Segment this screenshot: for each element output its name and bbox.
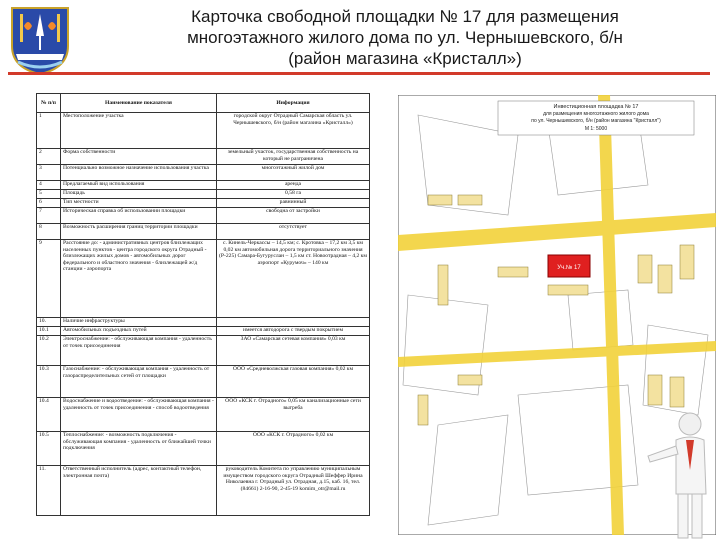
header-information: Информация <box>217 94 370 113</box>
row-name: Автомобильных подъездных путей <box>61 327 217 336</box>
presenter-figure-icon <box>640 410 716 540</box>
row-info: ООО «Средневолжская газовая компания» 0,02 км <box>217 366 370 398</box>
row-info <box>217 318 370 327</box>
row-number: 7 <box>37 208 61 224</box>
row-name: Ответственный исполнитель (адрес, контактный телефон, электронная почта) <box>61 466 217 516</box>
row-number: 10.4 <box>37 398 61 432</box>
row-number: 11. <box>37 466 61 516</box>
row-number: 9 <box>37 240 61 318</box>
row-number: 10.2 <box>37 336 61 366</box>
row-name: Теплоснабжение: - возможность подключения - обслуживающая компания - удаленность от ближайшей точки подключения <box>61 432 217 466</box>
row-info: отсутствует <box>217 224 370 240</box>
table-row <box>37 224 370 240</box>
table-header-row <box>37 94 370 113</box>
row-info: ООО «КСК г. Отрадного» 0,05 км канализационные сети выгреба <box>217 398 370 432</box>
title-divider <box>8 72 710 75</box>
table-row <box>37 466 370 516</box>
title-line-3: (район магазина «Кристалл») <box>288 49 522 68</box>
row-name: Потенциально возможное назначение использования участка <box>61 165 217 181</box>
row-info: 0,58 га <box>217 190 370 199</box>
row-info: с. Кинель-Черкассы – 14,5 км; с. Кротовка – 17,2 км 3,5 км 0,02 км автомобильная дорога территориального значения (Р-225) Самара-Бугуруслан – 1,5 км ст. Новоотрадная – 4,2 км аэропорт «Курумоч» – 140 км <box>217 240 370 318</box>
table-row <box>37 190 370 199</box>
row-name: Площадь <box>61 190 217 199</box>
map-scale: М 1: 5000 <box>584 126 608 132</box>
row-info: земельный участок, государственная собственность на который не разграничена <box>217 149 370 165</box>
row-info: имеется автодорога с твердым покрытием <box>217 327 370 336</box>
row-name: Водоснабжение и водоотведение: - обслуживающая компания - удаленность от точек присоединения - способ водоотведения <box>61 398 217 432</box>
title-line-2: многоэтажного жилого дома по ул. Чернышевского, б/н <box>187 28 623 47</box>
map-caption-1: Инвестиционная площадка № 17 <box>553 104 639 110</box>
row-name: Историческая справка об использовании площадки <box>61 208 217 224</box>
row-number: 3 <box>37 165 61 181</box>
table-row <box>37 240 370 318</box>
table-row <box>37 149 370 165</box>
table-row <box>37 318 370 327</box>
site-info-table <box>36 93 370 527</box>
row-number: 4 <box>37 181 61 190</box>
table-row <box>37 398 370 432</box>
row-info: ООО «КСК г. Отрадного» 0,02 км <box>217 432 370 466</box>
table-row <box>37 181 370 190</box>
page-title <box>120 6 690 69</box>
title-line-1: Карточка свободной площадки № 17 для размещения <box>191 7 619 26</box>
row-name: Тип местности <box>61 199 217 208</box>
row-name: Предлагаемый вид использования <box>61 181 217 190</box>
row-name: Наличие инфраструктуры <box>61 318 217 327</box>
row-number: 10. <box>37 318 61 327</box>
site-label: Уч.№ 17 <box>557 265 581 271</box>
row-info: аренда <box>217 181 370 190</box>
header-number: № п/п <box>37 94 61 113</box>
row-name: Возможность расширения границ территории площадки <box>61 224 217 240</box>
row-name: Форма собственности <box>61 149 217 165</box>
city-crest-icon <box>10 6 70 76</box>
row-info: равнинный <box>217 199 370 208</box>
table-row <box>37 327 370 336</box>
row-info: многоэтажный жилой дом <box>217 165 370 181</box>
row-info: руководитель Комитета по управлению муниципальным имуществом городского округа Отрадный Шеффер Ирина Николаевна г. Отрадный ул. Отрадная, д.15, каб. 16, тел. (84661) 2-16-90, 2-45-19 komim_otr@mail.ru <box>217 466 370 516</box>
table-row <box>37 199 370 208</box>
row-number: 10.1 <box>37 327 61 336</box>
table-row <box>37 113 370 149</box>
row-number: 10.3 <box>37 366 61 398</box>
row-number: 2 <box>37 149 61 165</box>
row-number: 8 <box>37 224 61 240</box>
row-number: 5 <box>37 190 61 199</box>
row-info: свободна от застройки <box>217 208 370 224</box>
row-name: Газоснабжение: - обслуживающая компания - удаленность от газораспределительных сетей от площадки <box>61 366 217 398</box>
row-info: городской округ Отрадный Самарская область ул. Чернышевского, б/н (район магазина «Кристалл») <box>217 113 370 149</box>
row-number: 6 <box>37 199 61 208</box>
table-row <box>37 366 370 398</box>
row-name: Электроснабжение: - обслуживающая компания - удаленность от точек присоединения <box>61 336 217 366</box>
row-name: Расстояние до: - административных центров близлежащих населенных пунктов - центра городского округа Отрадный - близлежащих жилых домов - автомобильных дорог федерального и областного значения - близлежащей ж/д станции - аэропорта <box>61 240 217 318</box>
table-row <box>37 165 370 181</box>
row-name: Местоположение участка <box>61 113 217 149</box>
row-info: ЗАО «Самарская сетевая компания» 0,03 км <box>217 336 370 366</box>
header-indicator: Наименование показателя <box>61 94 217 113</box>
table-row <box>37 432 370 466</box>
table-row <box>37 208 370 224</box>
map-caption-3: по ул. Чернышевского, б/н (район магазина "Кристалл") <box>531 118 661 124</box>
row-number: 10.5 <box>37 432 61 466</box>
row-number: 1 <box>37 113 61 149</box>
map-caption-2: для размещения многоэтажного жилого дома <box>543 111 649 117</box>
table-row <box>37 336 370 366</box>
